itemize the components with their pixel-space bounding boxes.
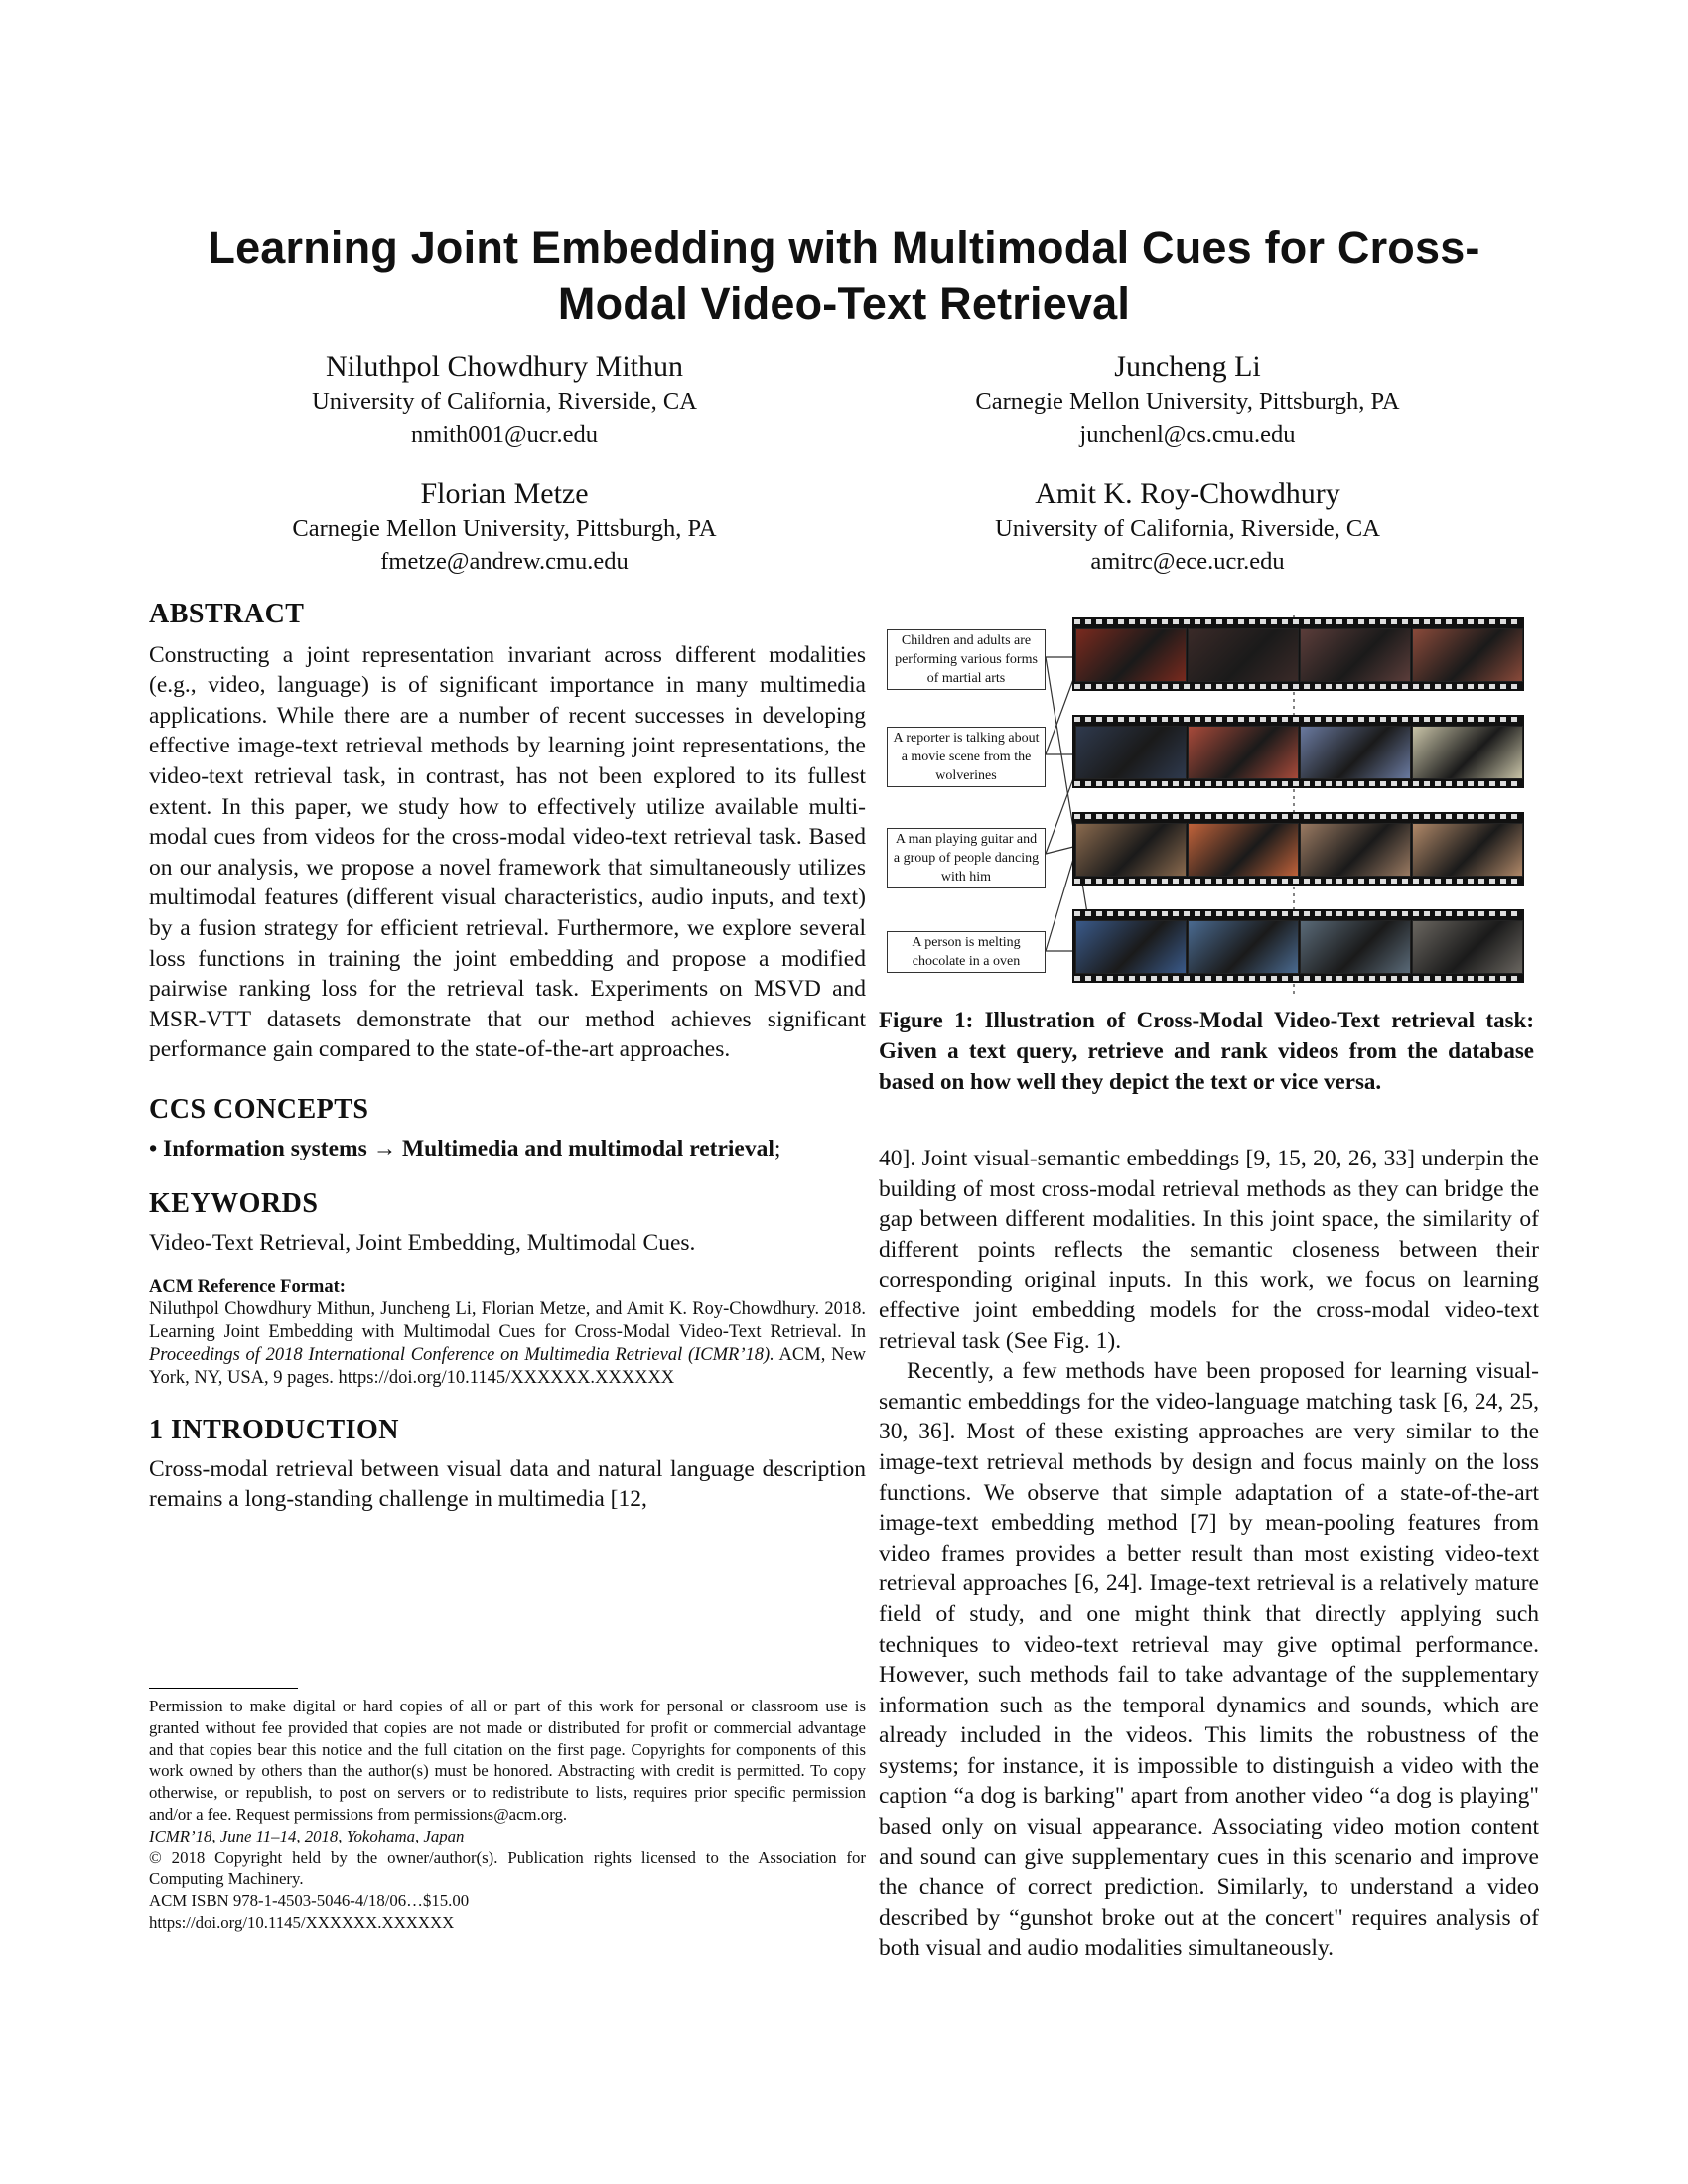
doi-text: https://doi.org/10.1145/XXXXXX.XXXXXX xyxy=(149,1912,455,1932)
keywords-heading: KEYWORDS xyxy=(149,1188,319,1220)
keywords-text: Video-Text Retrieval, Joint Embedding, Multimodal Cues. xyxy=(149,1229,696,1256)
abstract-heading: ABSTRACT xyxy=(149,599,305,629)
copyright-text: © 2018 Copyright held by the owner/author(s). Publication rights licensed to the Association for Computing Machinery. xyxy=(149,1847,866,1889)
author-email: junchenl@cs.cmu.edu xyxy=(1079,421,1296,448)
author-affiliation: Carnegie Mellon University, Pittsburgh, PA xyxy=(975,388,1400,415)
video-frame xyxy=(1188,920,1299,974)
film-perforation xyxy=(1074,619,1522,624)
author-block-2 xyxy=(840,349,1535,451)
abstract-text: Constructing a joint representation invariant across different modalities (e.g., video, language) is of significant importance in many multimedia applications. While there are a number of recent successes in developing effective image-text retrieval methods by learning joint representations, the video-text retrieval task, in contrast, has not been explored to its fullest extent. In this paper, we study how to effectively utilize available multi-modal cues from videos for the cross-modal video-text retrieval task. Based on our analysis, we propose a novel framework that simultaneously utilizes multimodal features (different visual characteristics, audio inputs, and text) by a fusion strategy for efficient retrieval. Furthermore, we explore several loss functions in training the joint embedding and propose a modified pairwise ranking loss for the retrieval task. Experiments on MSVD and MSR-VTT datasets demonstrate that our method achieves significant performance gain compared to the state-of-the-art approaches. xyxy=(149,641,866,1063)
film-perforation xyxy=(1074,684,1522,689)
video-frame xyxy=(1412,920,1523,974)
video-frame xyxy=(1075,628,1187,682)
ccs-concepts: • Information systems → Multimedia and multimodal retrieval; xyxy=(149,1135,781,1161)
film-perforation xyxy=(1074,781,1522,786)
author-name: Niluthpol Chowdhury Mithun xyxy=(325,350,683,383)
film-perforation xyxy=(1074,717,1522,722)
video-frame xyxy=(1188,726,1299,779)
author-email: amitrc@ece.ucr.edu xyxy=(1090,548,1285,575)
footnote xyxy=(149,1696,866,1934)
reference-format-heading: ACM Reference Format: xyxy=(149,1277,346,1297)
text-query-2: A reporter is talking about a movie scene from the wolverines xyxy=(887,727,1046,787)
film-perforation xyxy=(1074,976,1522,981)
video-strip-4 xyxy=(1072,909,1524,983)
permission-text: Permission to make digital or hard copies of all or part of this work for personal or classroom use is granted without fee provided that copies are not made or distributed for profit or commercial advantage and that copies bear this notice and the full citation on the first page. Copyrights for components of this work owned by others than the author(s) must be honored. Abstracting with credit is permitted. To copy otherwise, or republish, to post on servers or to redistribute to lists, requires prior specific permission and/or a fee. Request permissions from permissions@acm.org. xyxy=(149,1697,866,1824)
figure-caption: Figure 1: Illustration of Cross-Modal Video-Text retrieval task: Given a text query, retrieve and rank videos from the database based on how well they depict the text or vice versa. xyxy=(879,1008,1534,1094)
conference-venue: ICMR’18, June 11–14, 2018, Yokohama, Japan xyxy=(149,1826,465,1845)
intro-paragraph-1-continued: 40]. Joint visual-semantic embeddings [9, 15, 20, 26, 33] underpin the building of most cross-modal retrieval methods as they can bridge the gap between different modalities. In this joint space, the similarity of different points reflects the semantic closeness between their corresponding original inputs. In this work, we focus on learning effective joint embedding models for the cross-modal video-text retrieval task (See Fig. 1). xyxy=(879,1146,1539,1354)
video-frame xyxy=(1300,920,1411,974)
video-frame xyxy=(1300,726,1411,779)
video-strip-3 xyxy=(1072,812,1524,886)
intro-paragraph-2: Recently, a few methods have been proposed for learning visual-semantic embeddings for the video-language matching task [6, 24, 25, 30, 36]. Most of these existing approaches are very similar to the image-text retrieval methods by design and focus mainly on the loss functions. We observe that simple adaptation of a state-of-the-art image-text embedding method [7] by mean-pooling features from video frames provides a better result than most existing video-text retrieval approaches [6, 24]. Image-text retrieval is a relatively mature field of study, and one might think that directly applying such techniques to video-text retrieval may give optimal performance. However, such methods fail to take advantage of the supplementary information such as the temporal dynamics and sounds, which are already included in the videos. This limits the robustness of the systems; for instance, it is impossible to distinguish a video with the caption “a dog is barking" apart from another video “a dog is playing" based only on visual appearance. Associating video motion content and sound can give supplementary cues in this scenario and improve the chance of correct prediction. Similarly, to understand a video described by “gunshot broke out at the concert" requires analysis of both visual and audio modalities simultaneously. xyxy=(879,1358,1539,1962)
figure-1 xyxy=(879,615,1534,995)
video-frame xyxy=(1300,823,1411,877)
author-email: fmetze@andrew.cmu.edu xyxy=(380,548,629,575)
video-frame xyxy=(1075,920,1187,974)
film-perforation xyxy=(1074,911,1522,916)
video-frame xyxy=(1075,726,1187,779)
video-frame xyxy=(1300,628,1411,682)
right-column xyxy=(879,1144,1539,1964)
text-query-3: A man playing guitar and a group of people dancing with him xyxy=(887,828,1046,888)
video-frame xyxy=(1412,726,1523,779)
text-query-1: Children and adults are performing various forms of martial arts xyxy=(887,629,1046,690)
video-frame xyxy=(1412,628,1523,682)
reference-format: ACM Reference Format: Niluthpol Chowdhury Mithun, Juncheng Li, Florian Metze, and Amit K. Roy-Chowdhury. 2018. Learning Joint Embedding with Multimodal Cues for Cross-Modal Video-Text Retrieval. In Proceedings of 2018 International Conference on Multimedia Retrieval (ICMR’18). ACM, New York, NY, USA, 9 pages. https://doi.org/10.1145/XXXXXX.XXXXXX xyxy=(149,1277,866,1389)
author-block-4 xyxy=(840,477,1535,578)
footnote-rule xyxy=(149,1688,298,1689)
video-frame xyxy=(1188,823,1299,877)
author-affiliation: Carnegie Mellon University, Pittsburgh, PA xyxy=(292,515,717,542)
video-frame xyxy=(1188,628,1299,682)
intro-heading: 1 INTRODUCTION xyxy=(149,1415,400,1446)
video-frame xyxy=(1412,823,1523,877)
film-perforation xyxy=(1074,814,1522,819)
ccs-heading: CCS CONCEPTS xyxy=(149,1093,369,1125)
paper-title: Learning Joint Embedding with Multimodal Cues for Cross-Modal Video-Text Retrieval xyxy=(208,222,1480,329)
author-block-1 xyxy=(157,349,852,451)
author-affiliation: University of California, Riverside, CA xyxy=(312,388,697,415)
author-name: Amit K. Roy-Chowdhury xyxy=(1035,478,1340,510)
left-column xyxy=(149,600,866,1515)
video-strip-1 xyxy=(1072,617,1524,691)
isbn-text: ACM ISBN 978-1-4503-5046-4/18/06…$15.00 xyxy=(149,1891,470,1911)
intro-paragraph-1: Cross-modal retrieval between visual data and natural language description remains a long-standing challenge in multimedia [12, xyxy=(149,1455,866,1513)
film-perforation xyxy=(1074,879,1522,884)
author-block-3 xyxy=(157,477,852,578)
author-email: nmith001@ucr.edu xyxy=(411,421,598,448)
video-frame xyxy=(1075,823,1187,877)
author-name: Juncheng Li xyxy=(1114,350,1261,383)
video-strip-2 xyxy=(1072,715,1524,788)
text-query-4: A person is melting chocolate in a oven xyxy=(887,931,1046,973)
author-affiliation: University of California, Riverside, CA xyxy=(995,515,1380,542)
author-name: Florian Metze xyxy=(420,478,589,510)
